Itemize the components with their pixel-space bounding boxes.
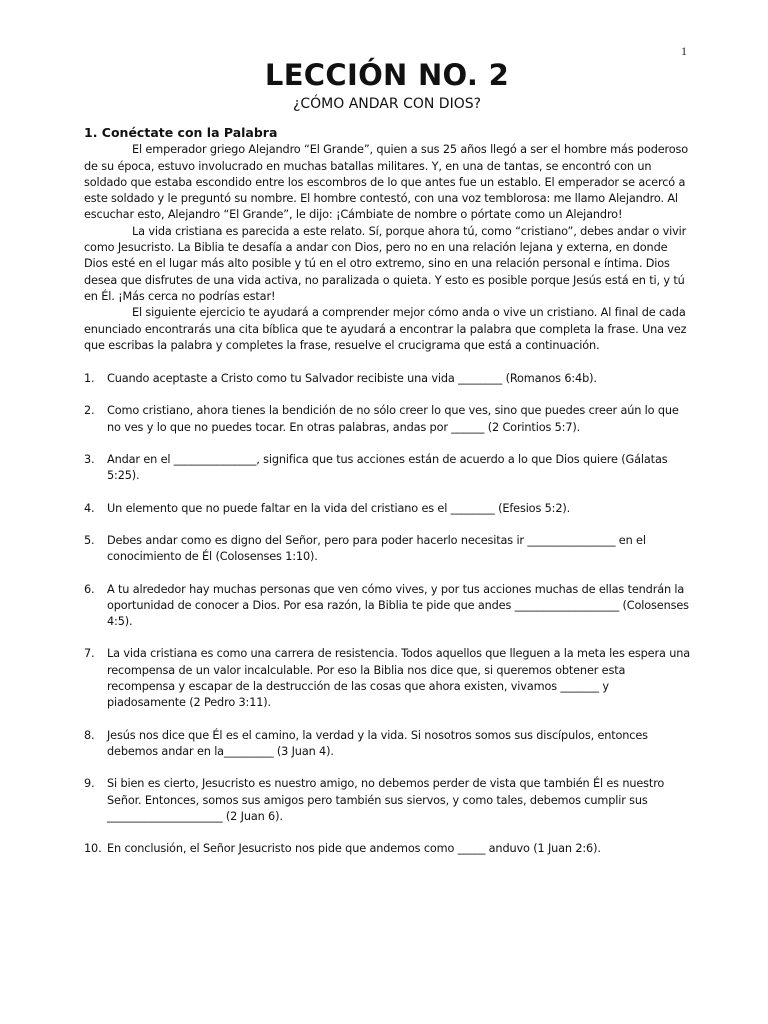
exercise-text: A tu alrededor hay muchas personas que ven cómo vives, y por tus acciones muchas de ellas tendrán la oportunidad de conocer a Dios. Por esa razón, la Biblia te pide que andes ___________________ (Colosenses 4:5).	[107, 582, 689, 629]
intro-paragraph: El siguiente ejercicio te ayudará a comprender mejor cómo anda o vive un cristiano. Al final de cada enunciado encontrarás una cita bíblica que te ayudará a encontrar la palabra que completa la frase. Una vez que escribas la palabra y completes la frase, resuelve el crucigrama que está a continuación.	[84, 306, 687, 352]
exercise-number: 8.	[84, 728, 95, 742]
exercise-item	[84, 776, 690, 825]
page-subtitle: ¿CÓMO ANDAR CON DIOS?	[292, 96, 482, 112]
exercise-item	[84, 533, 690, 566]
exercise-number: 2.	[84, 404, 95, 418]
exercise-number: 1.	[84, 372, 95, 386]
exercise-number: 10.	[84, 842, 102, 856]
exercise-text: Como cristiano, ahora tienes la bendición de no sólo creer lo que ves, sino que puedes creer aún lo que no ves y lo que no puedes tocar. En otras palabras, andas por ______ (2 Corintios 5:7).	[107, 404, 679, 434]
exercise-number: 9.	[84, 777, 95, 791]
exercise-item	[84, 646, 690, 711]
page-number: 1	[681, 44, 687, 58]
exercise-text: Andar en el _______________, significa que tus acciones están de acuerdo a lo que Dios quiere (Gálatas 5:25).	[107, 453, 668, 483]
exercise-item	[84, 403, 690, 436]
exercise-text: Jesús nos dice que Él es el camino, la verdad y la vida. Si nosotros somos sus discípulos, entonces debemos andar en la_________ (3 Juan 4).	[107, 728, 648, 758]
exercise-item	[84, 728, 690, 761]
exercise-text: Debes andar como es digno del Señor, pero para poder hacerlo necesitas ir ________________ en el conocimiento de Él (Colosenses 1:10).	[107, 533, 646, 564]
exercise-text: Cuando aceptaste a Cristo como tu Salvador recibiste una vida ________ (Romanos 6:4b).	[107, 372, 597, 386]
exercise-text: Si bien es cierto, Jesucristo es nuestro amigo, no debemos perder de vista que también Él es nuestro Señor. Entonces, somos sus amigos pero también sus siervos, y como tales, debemos cumplir sus _____________________ (2 Juan 6).	[107, 777, 665, 823]
section-heading: 1. Conéctate con la Palabra	[84, 125, 278, 140]
exercise-item	[84, 452, 690, 485]
exercise-text: Un elemento que no puede faltar en la vida del cristiano es el ________ (Efesios 5:2).	[107, 501, 571, 515]
intro-paragraph: El emperador griego Alejandro “El Grande”, quien a sus 25 años llegó a ser el hombre más poderoso de su época, estuvo involucrado en muchas batallas militares. Y, en una de tantas, se encontró con un soldado que estaba escondido entre los escombros de lo que antes fue un establo. El emperador se acercó a este soldado y le preguntó su nombre. El hombre contestó, con una voz temblorosa: me llamo Alejandro. Al escuchar esto, Alejandro “El Grande”, le dijo: ¡Cámbiate de nombre o pórtate como un Alejandro!	[84, 143, 689, 222]
exercise-item	[84, 582, 690, 631]
exercise-item	[84, 371, 690, 387]
exercise-number: 3.	[84, 453, 95, 467]
exercise-item	[84, 501, 690, 517]
exercise-number: 7.	[84, 647, 95, 661]
document-body	[84, 125, 690, 873]
exercise-number: 4.	[84, 501, 95, 515]
exercise-number: 6.	[84, 582, 95, 596]
exercise-text: La vida cristiana es como una carrera de resistencia. Todos aquellos que lleguen a la meta les espera una recompensa de un valor incalculable. Por eso la Biblia nos dice que, si queremos obtener esta recompensa y escapar de la destrucción de las cosas que ahora existen, vivamos _______ y piadosamente (2 Pedro 3:11).	[107, 647, 690, 710]
exercise-number: 5.	[84, 533, 95, 547]
exercise-list	[84, 371, 690, 857]
intro-paragraph: La vida cristiana es parecida a este relato. Sí, porque ahora tú, como “cristiano”, debes andar o vivir como Jesucristo. La Biblia te desafía a andar con Dios, pero no en una relación lejana y externa, en donde Dios esté en el lugar más alto posible y tú en el otro extremo, sino en una relación personal e íntima. Dios desea que disfrutes de una vida activa, no paralizada o quieta. Y esto es posible porque Jesús está en ti, y tú en Él. ¡Más cerca no podrías estar!	[84, 224, 687, 303]
exercise-text: En conclusión, el Señor Jesucristo nos pide que andemos como _____ anduvo (1 Juan 2:6).	[107, 842, 601, 856]
exercise-item	[84, 841, 690, 857]
page-title: LECCIÓN NO. 2	[264, 58, 510, 92]
